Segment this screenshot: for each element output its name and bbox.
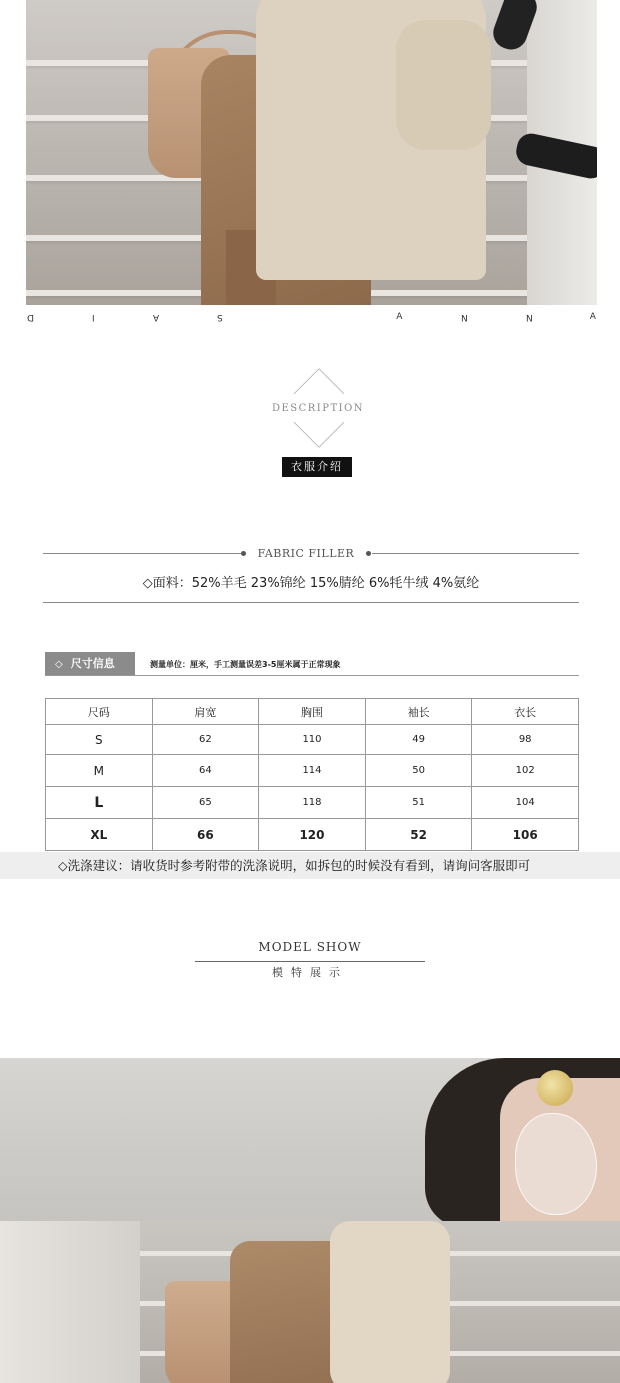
table-header-cell: 胸围 [259, 699, 366, 725]
table-cell: 66 [152, 819, 259, 851]
fabric-divider-bottom [43, 602, 579, 603]
size-divider [45, 675, 579, 676]
table-cell: 114 [259, 755, 366, 787]
table-cell: 104 [472, 787, 579, 819]
size-info-label: 尺寸信息 [70, 657, 115, 670]
description-badge: 衣服介绍 [282, 457, 352, 477]
model-show-subtitle: 模特展示 [272, 966, 348, 979]
table-cell: 52 [365, 819, 472, 851]
table-cell: M [46, 755, 153, 787]
table-row [46, 819, 579, 851]
table-cell: 50 [365, 755, 472, 787]
table-cell: 118 [259, 787, 366, 819]
table-cell: S [46, 725, 153, 755]
table-cell: L [46, 787, 153, 819]
table-cell: 62 [152, 725, 259, 755]
table-row [46, 755, 579, 787]
brand-letter: N [460, 312, 469, 322]
fabric-composition: ◇面料：52%羊毛 23%锦纶 15%腈纶 6%牦牛绒 4%氨纶 [142, 576, 480, 591]
brand-letter: A [396, 312, 404, 322]
table-header-cell: 衣长 [472, 699, 579, 725]
diamond-icon: ◇ [55, 659, 63, 670]
brand-letter: A [151, 312, 159, 322]
model-photo-stairs [0, 1221, 620, 1383]
table-cell: 102 [472, 755, 579, 787]
earring-drop [515, 1113, 597, 1215]
table-cell: 49 [365, 725, 472, 755]
fabric-dot-left [241, 551, 246, 556]
table-header-cell: 尺码 [46, 699, 153, 725]
table-header-cell: 肩宽 [152, 699, 259, 725]
fabric-title: FABRIC FILLER [257, 547, 355, 560]
fabric-divider-right [372, 553, 579, 554]
table-cell: 64 [152, 755, 259, 787]
size-info-tag [45, 652, 135, 675]
table-row [46, 725, 579, 755]
brand-letter: A [589, 312, 597, 322]
diamond-top-ornament [292, 368, 344, 394]
table-cell: 106 [472, 819, 579, 851]
brand-letter: N [525, 312, 533, 322]
brand-letter: S [215, 312, 223, 322]
hero-photo [26, 0, 597, 305]
size-note: 测量单位：厘米，手工测量误差3-5厘米属于正常现象 [150, 660, 341, 669]
table-cell: 65 [152, 787, 259, 819]
size-table [45, 698, 579, 851]
table-cell: 98 [472, 725, 579, 755]
fabric-divider-left [43, 553, 243, 554]
model-photo-earring [0, 1058, 620, 1221]
washing-advice: ◇洗涤建议：请收货时参考附带的洗涤说明，如拆包的时候没有看到，请询问客服即可 [0, 852, 620, 879]
diamond-bottom-ornament [292, 422, 344, 450]
table-cell: XL [46, 819, 153, 851]
description-title: DESCRIPTION [271, 403, 365, 414]
brand-letter: I [90, 312, 95, 322]
table-cell: 51 [365, 787, 472, 819]
fabric-dot-right [366, 551, 371, 556]
model-show-divider [195, 961, 425, 962]
earring-stud [537, 1070, 573, 1106]
model-show-title: MODEL SHOW [258, 940, 362, 954]
table-cell: 120 [259, 819, 366, 851]
table-cell: 110 [259, 725, 366, 755]
table-row [46, 787, 579, 819]
brand-letters [26, 312, 597, 322]
table-header-row [46, 699, 579, 725]
table-header-cell: 袖长 [365, 699, 472, 725]
brand-letter: D [26, 312, 34, 322]
